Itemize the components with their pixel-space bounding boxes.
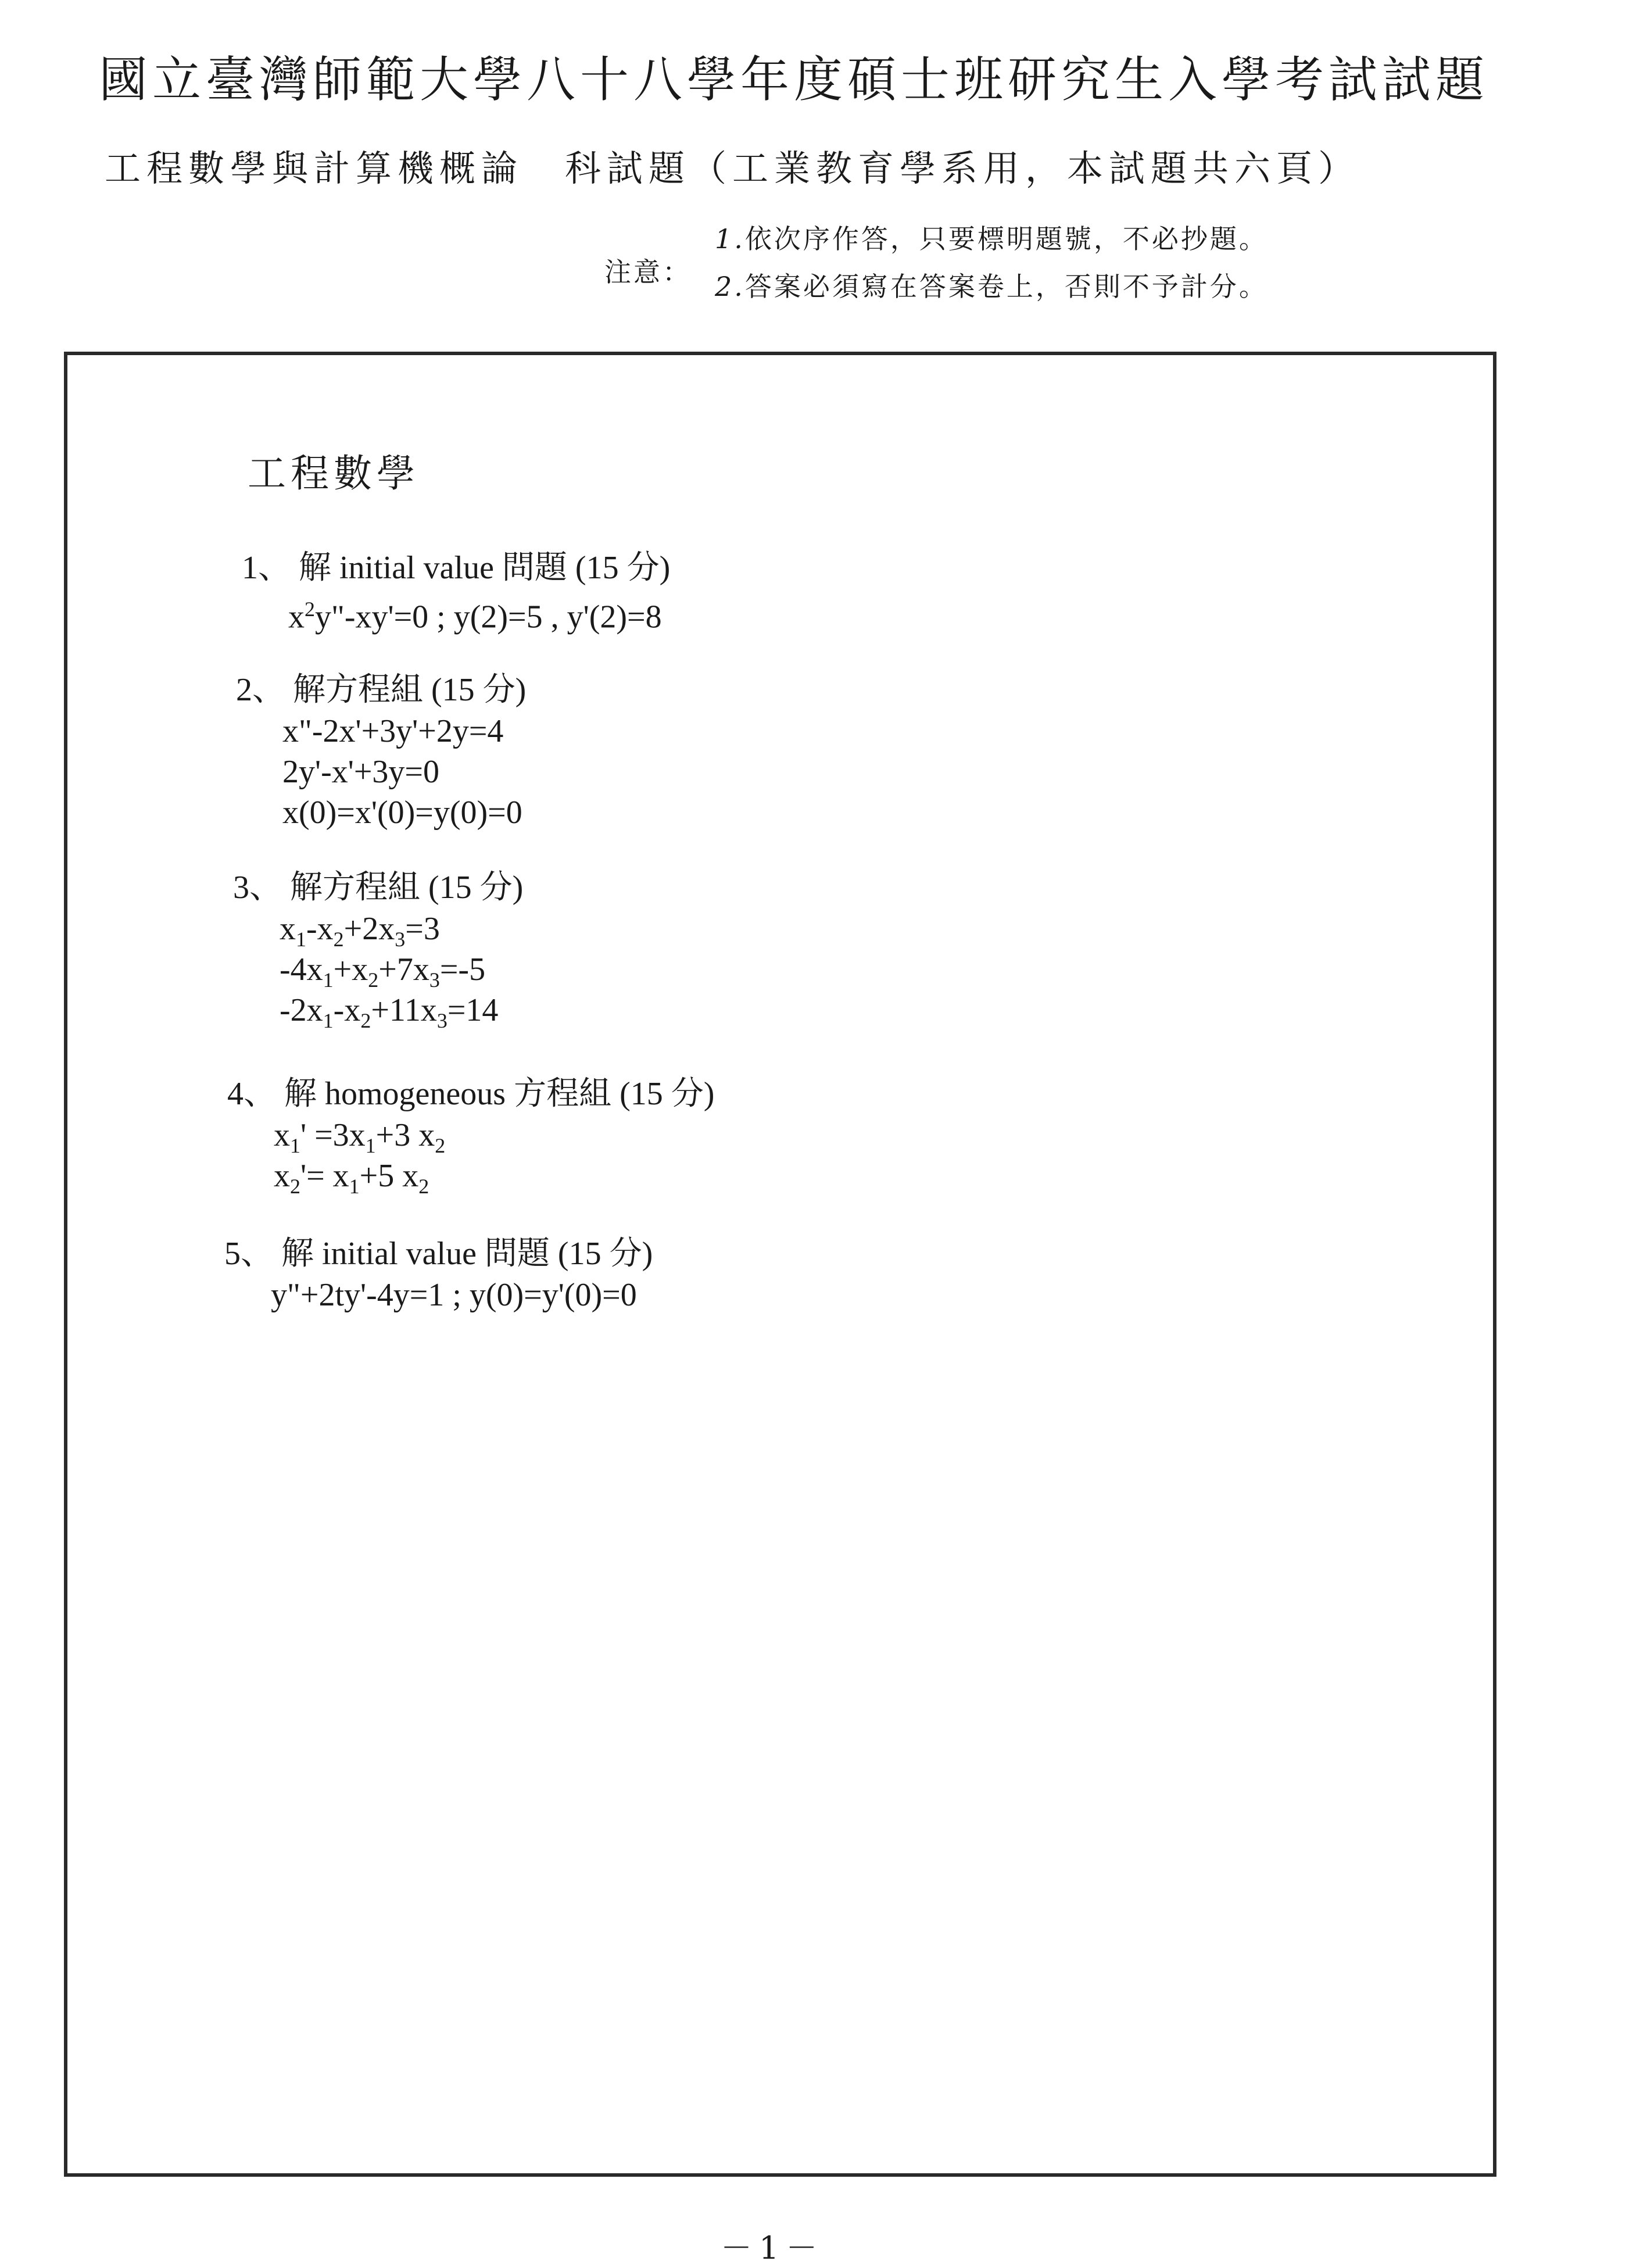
question-4 — [227, 1073, 715, 1199]
question-heading: 5、 解 initial value 問題 (15 分) — [224, 1236, 653, 1272]
equation-line: $x_1' =3x_1+3$ $x_2$ — [274, 1117, 446, 1158]
question-heading: 2、 解方程組 (15 分) — [236, 672, 527, 708]
equation-line: x"-2x'+3y'+2y=4 — [282, 713, 504, 749]
question-heading: 3、 解方程組 (15 分) — [233, 870, 524, 906]
equation-line: $-4x_1+x_2+7x_3=-5$ — [280, 951, 486, 992]
equation-line: $x_1-x_2+2x_3=3$ — [280, 911, 440, 951]
exam-subtitle: 工程數學與計算機概論 科試題（工業教育學系用，本試題共六頁） — [105, 147, 1360, 189]
question-3 — [233, 867, 523, 1031]
notice-item-number: 1. — [715, 223, 745, 255]
question-2 — [236, 669, 526, 833]
notice-item-text: 答案必須寫在答案卷上，否則不予計分。 — [744, 271, 1268, 302]
notice-item-number: 2. — [715, 271, 745, 302]
equation-line: $x^2y"-xy'=0$ ; y(2)=5 , y'(2)=8 — [288, 598, 662, 635]
question-frame — [64, 352, 1496, 2177]
notice-list — [715, 215, 1268, 310]
section-title: 工程數學 — [248, 451, 420, 496]
notice-label: 注意： — [604, 256, 692, 288]
question-heading: 4、 解 homogeneous 方程組 (15 分) — [227, 1076, 715, 1112]
equation-line: $x_2'= x_1+5$ $x_2$ — [274, 1158, 429, 1199]
question-1 — [242, 547, 671, 635]
notice-item — [715, 215, 1268, 263]
notice-item-text: 依次序作答，只要標明題號，不必抄題。 — [744, 223, 1268, 255]
equation-line: x(0)=x'(0)=y(0)=0 — [282, 795, 522, 831]
equation-line: $-2x_1-x_2+11x_3=14$ — [280, 992, 499, 1033]
equation-line: 2y'-x'+3y=0 — [282, 754, 439, 790]
notice-item — [715, 263, 1268, 310]
question-heading: 1、 解 initial value 問題 (15 分) — [242, 550, 671, 586]
question-5 — [224, 1233, 653, 1315]
page-title: 國立臺灣師範大學八十八學年度碩士班研究生入學考試試題 — [99, 51, 1490, 108]
equation-line: y"+2ty'-4y=1 ; y(0)=y'(0)=0 — [271, 1277, 637, 1313]
page-number: －1－ — [721, 2230, 825, 2266]
